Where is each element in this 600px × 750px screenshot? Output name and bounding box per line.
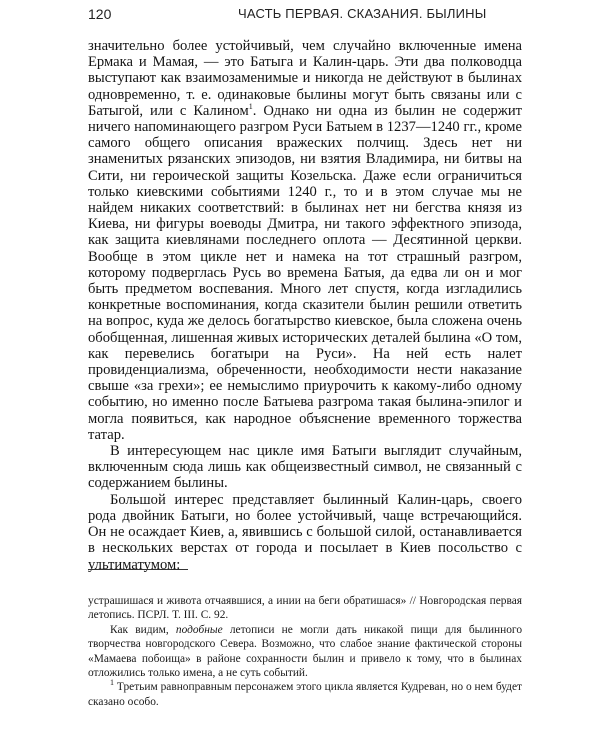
footnote-continuation: устрашишася и живота отчаявшися, а инии на беги обратишася» // Новгородская первая летопись. ПСРЛ. Т. III. С. 92. bbox=[88, 595, 522, 622]
footnote-commentary-part-b: летописи не могли дать никакой пищи для былинного творчества новгородского Севера. Возможно, что слабое знание фактической стороны «Мамаева побоища» в районе сохранности былин и привело к тому, что в былинах отложились только имена, а не суть событий. bbox=[88, 623, 523, 680]
footnote-reference-1[interactable]: 1 bbox=[248, 101, 253, 111]
footnote-1-text: Третьим равноправным персонажем этого цикла является Кудреван, но о нем будет сказано особо. bbox=[88, 681, 522, 708]
footnote-1-marker: 1 bbox=[110, 678, 114, 688]
paragraph-1-part-a: значительно более устойчивый, чем случайно включенные имена Ермака и Мамая, — это Батыга и Калин-царь. Эти два полководца выступают как взаимозаменимые и никогда не действуют в былинах одновременно, т. е. одинаковые былины могут быть связаны или с Батыгой, или с Калином bbox=[88, 38, 522, 119]
paragraph-1-part-b: . Однако ни одна из былин не содержит ничего напоминающего разгром Руси Батыем в 1237—1240 гг., кроме самого общего описания вражеских полчищ. Здесь нет ни знаменитых рязанских эпизодов, ни взятия Владимира, ни битвы на Сити, ни героической защиты Козельска. Даже если ограничиться только киевскими событиями 1240 г., то и в этом случае мы не найдем никаких соответствий: в былинах нет ни бегства князя из Киева, ни фигуры воеводы Дмитра, ни такого эффектного эпизода, как защита киевлянами последнего оплота — Десятинной церкви. Вообще в этом цикле нет и намека на тот страшный разгром, которому подверглась Русь во времена Батыя, да едва ли он и мог быть предметом воспевания. Много лет спустя, когда изгладились конкретные воспоминания, когда сказители былин решили ответить на вопрос, куда же делось богатырство киевское, была сложена очень обобщенная, лишенная живых исторических деталей былина «О том, как перевелись богатыри на Руси». На ней есть налет провиденциализма, обреченности, необходимости нести наказание свыше «за грехи»; ее немыслимо приурочить к какому-либо одному событию, но именно после Батыева разгрома такая былина-эпилог и могла появиться, как народное объяснение временного торжества татар. bbox=[88, 102, 523, 443]
paragraph-3: Большой интерес представляет былинный Калин-царь, своего рода двойник Батыги, но более устойчивый, чаще встречающийся. Он не осаждает Киев, а, явившись с большой силой, останавливается в нескольких верстах от города и посылает в Киев посольство с ультиматумом: bbox=[88, 491, 522, 573]
main-text bbox=[88, 38, 522, 573]
paragraph-2: В интересующем нас цикле имя Батыги выглядит случайным, включенным сюда лишь как общеизвестный символ, не связанный с содержанием былины. bbox=[88, 443, 522, 492]
footnote-commentary-emphasis: подобные bbox=[175, 623, 223, 636]
page-number: 120 bbox=[88, 6, 112, 22]
paragraph-1 bbox=[88, 38, 522, 443]
footnotes bbox=[88, 594, 522, 709]
footnote-commentary bbox=[88, 623, 522, 681]
footnote-commentary-part-a: Как видим, bbox=[110, 623, 176, 636]
footnote-1 bbox=[88, 680, 522, 709]
running-title: ЧАСТЬ ПЕРВАЯ. СКАЗАНИЯ. БЫЛИНЫ bbox=[238, 6, 487, 21]
footnote-divider bbox=[88, 569, 188, 570]
